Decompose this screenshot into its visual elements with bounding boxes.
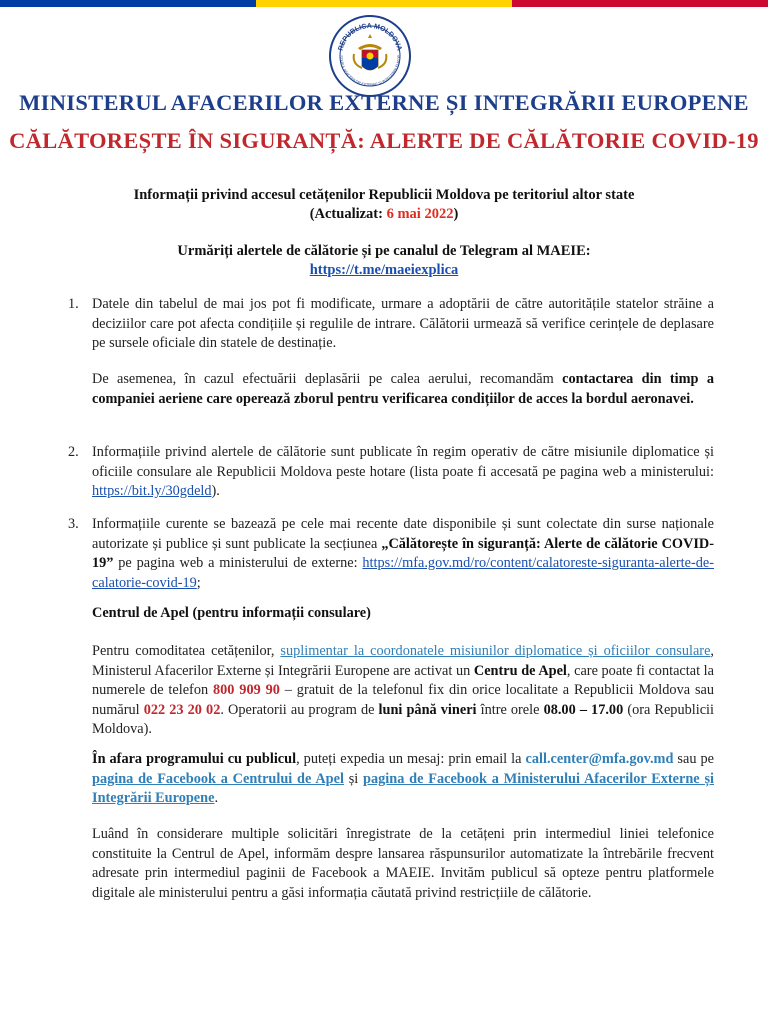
list-item: 3. Informațiile curente se bazează pe cele mai recente date disponibile și sunt colectate din surse naționale autorizate și publice și sunt publicate la secțiunea „Călătorește în siguranță: Alerte de călătorie COVID-19” pe pagina web a ministerului de externe: https://mfa.gov.md/ro/content/calatoreste-siguranta-alerte-de-calatorie-covid-19; xyxy=(68,516,714,591)
flag-red xyxy=(512,0,768,7)
email-link[interactable]: call.center@mfa.gov.md xyxy=(525,751,674,767)
list-item: 2. Informațiile privind alertele de călătorie sunt publicate în regim operativ de către misiunile diplomatice și oficiile consulare ale Republicii Moldova peste hotare (lista poate fi accesată pe pagina web a ministerului: https://bit.ly/30gdeld). xyxy=(68,444,714,499)
updated-line: (Actualizat: 6 mai 2022) xyxy=(309,206,459,222)
flag-blue xyxy=(0,0,256,7)
seal-subtext: STERUL AFACERILOR EXTERNE ȘI INTEGRĂRII EUROP xyxy=(338,55,402,88)
phone-free: 800 909 90 xyxy=(212,682,280,698)
telegram-link[interactable]: https://t.me/maeiexplica xyxy=(309,262,459,278)
telegram-text: Urmăriți alertele de călătorie și pe canalul de Telegram al MAEIE: xyxy=(177,243,591,259)
ministry-seal-icon xyxy=(328,14,412,98)
missions-link[interactable]: suplimentar la coordonatele misiunilor diplomatice și oficiilor consulare xyxy=(280,643,711,659)
updated-date: 6 mai 2022 xyxy=(386,206,454,222)
flag-stripe xyxy=(0,0,768,7)
automated-replies-paragraph: Luând în considerare multiple solicitări înregistrate de la cetățeni prin intermediul liniei telefonice constituite la Centrul de Apel, informăm despre lansarea răspunsurilor automatizate la întrebările frecvent adresate prin intermediul paginii de Facebook a MAEIE. Invităm publicul să opteze pentru platformele digitale ale ministerului pentru a găsi informația căutată privind restricțiile de călătorie. xyxy=(92,826,714,901)
bitly-link[interactable]: https://bit.ly/30gdeld xyxy=(92,483,212,499)
seal-text: REPUBLICA MOLDOVA xyxy=(337,22,403,52)
telegram-link-line xyxy=(0,261,768,280)
facebook-call-center-link[interactable]: pagina de Facebook a Centrului de Apel xyxy=(92,770,344,787)
phone-paid: 022 23 20 02 xyxy=(143,701,221,718)
list-item-extra: De asemenea, în cazul efectuării deplasării pe calea aerului, recomandăm contactarea din timp a companiei aeriene care operează zborul pentru verificarea condițiilor de acces la bordul aeronavei. xyxy=(92,371,714,407)
ministry-title: MINISTERUL AFACERILOR EXTERNE ȘI INTEGRĂRII EUROPENE xyxy=(19,90,749,115)
after-hours-paragraph: În afara programului cu publicul, puteți expedia un mesaj: prin email la call.center@mfa.gov.md sau pe pagina de Facebook a Centrului de Apel și pagina de Facebook a Ministerului Afacerilor Externe și Integrării Europene. xyxy=(92,751,714,806)
call-center-heading: Centrul de Apel (pentru informații consulare) xyxy=(92,605,371,621)
flag-yellow xyxy=(256,0,512,7)
page-subtitle: CĂLĂTOREȘTE ÎN SIGURANȚĂ: ALERTE DE CĂLĂTORIE COVID-19 xyxy=(9,128,759,153)
intro-line: Informații privind accesul cetățenilor Republicii Moldova pe teritoriul altor state xyxy=(133,187,635,203)
call-center-paragraph: Pentru comoditatea cetățenilor, suplimentar la coordonatele misiunilor diplomatice și oficiilor consulare, Ministerul Afacerilor Externe și Integrării Europene are activat un Centru de Apel, care poate fi contactat la numerele de telefon 800 909 90 – gratuit de la telefonul fix din orice localitate a Republicii Moldova sau numărul 022 23 20 02. Operatorii au program de luni până vineri între orele 08.00 – 17.00 (ora Republicii Moldova). xyxy=(92,643,714,737)
facebook-ministry-link[interactable]: pagina de Facebook a Ministerului Afacerilor Externe și Integrării Europene xyxy=(92,770,714,806)
list-item: 1. Datele din tabelul de mai jos pot fi modificate, urmare a adoptării de către autoritățile statelor străine a deciziilor care pot afecta condițiile și regulile de intrare. Călătorii urmează să verifice cerințele de deplasare pe sursele oficiale din statele de destinație. xyxy=(68,296,714,351)
mfa-link[interactable]: https://mfa.gov.md/ro/content/calatoreste-siguranta-alerte-de-calatorie-covid-19 xyxy=(92,555,714,591)
